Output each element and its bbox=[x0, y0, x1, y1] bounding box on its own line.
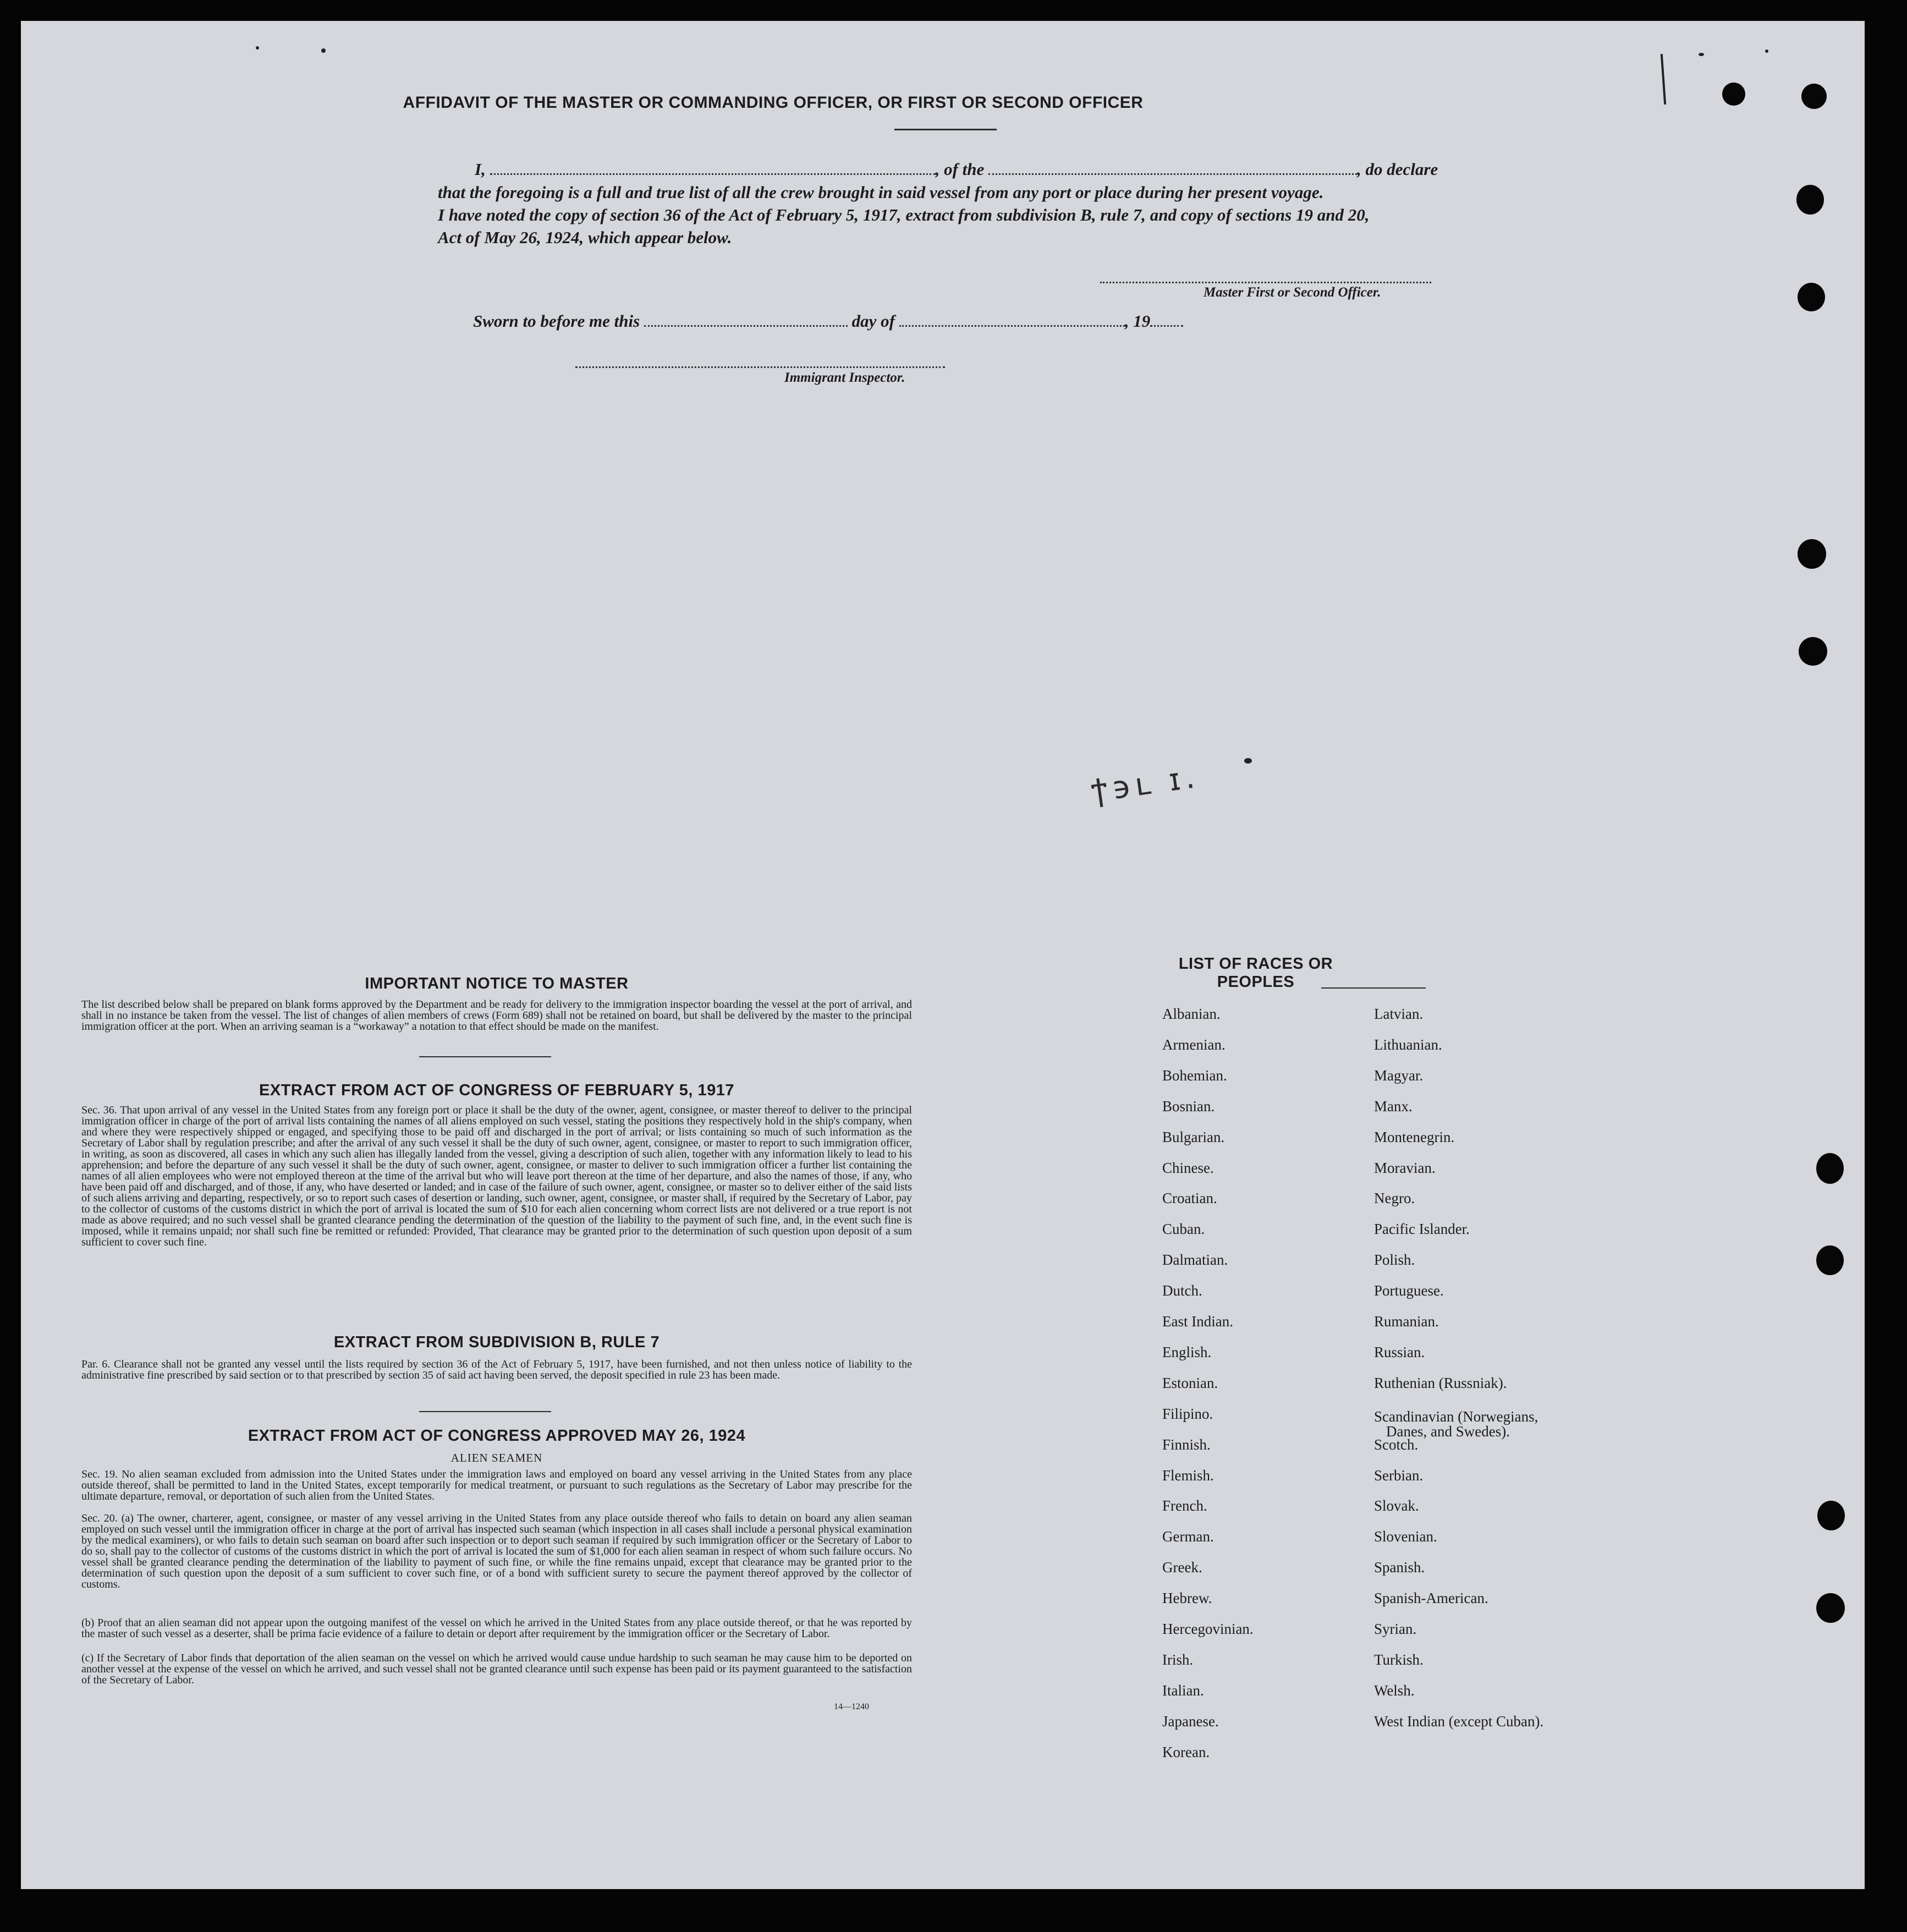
race-item-right: Turkish. bbox=[1374, 1651, 1424, 1668]
race-item-right: Latvian. bbox=[1374, 1006, 1424, 1022]
affidavit-title: AFFIDAVIT OF THE MASTER OR COMMANDING OFFICER, OR FIRST OR SECOND OFFICER bbox=[403, 94, 1144, 112]
scan-speck bbox=[1244, 758, 1252, 764]
rule7-divider bbox=[419, 1411, 551, 1412]
race-item-left: Cuban. bbox=[1162, 1221, 1205, 1238]
race-item-left: Bulgarian. bbox=[1162, 1128, 1225, 1145]
affidavit-line-3: I have noted the copy of section 36 of the Act of February 5, 1917, extract from subdivision B, rule 7, and copy of sections 19 and 20, bbox=[438, 205, 1370, 224]
punch-hole bbox=[1816, 1593, 1845, 1623]
sec20b-body: (b) Proof that an alien seaman did not appear upon the outgoing manifest of the vessel on which he arrived in the United States from any place outside thereof, or that he was reported by the master of such vessel as a deserter, shall be prima facie evidence of a failure to detain or deport after requirement by the immigration officer or the Secretary of Labor. bbox=[81, 1617, 912, 1640]
alien-seamen-subtitle: ALIEN SEAMEN bbox=[450, 1451, 543, 1464]
race-item-right: Spanish. bbox=[1374, 1559, 1425, 1576]
affidavit-line-4: Act of May 26, 1924, which appear below. bbox=[438, 228, 732, 247]
race-item-right: Magyar. bbox=[1374, 1067, 1424, 1084]
race-item-right: Rumanian. bbox=[1374, 1313, 1439, 1330]
race-item-left: German. bbox=[1162, 1528, 1214, 1545]
race-item-right: Welsh. bbox=[1374, 1682, 1415, 1699]
race-item-left: Estonian. bbox=[1162, 1374, 1218, 1391]
race-item-right: Danes, and Swedes). bbox=[1386, 1423, 1510, 1440]
race-item-right: Serbian. bbox=[1374, 1467, 1424, 1484]
sworn-year-blank[interactable] bbox=[1150, 325, 1183, 327]
title-divider bbox=[894, 129, 997, 130]
race-item-left: Hebrew. bbox=[1162, 1590, 1212, 1607]
punch-hole bbox=[1722, 83, 1745, 106]
race-item-left: Armenian. bbox=[1162, 1036, 1225, 1053]
inspector-signature-label: Immigrant Inspector. bbox=[784, 370, 905, 385]
race-item-left: Hercegovinian. bbox=[1162, 1621, 1254, 1637]
races-divider bbox=[1321, 987, 1426, 989]
race-item-left: Chinese. bbox=[1162, 1159, 1214, 1176]
race-item-right: Manx. bbox=[1374, 1097, 1413, 1115]
document-page bbox=[21, 21, 1865, 1889]
race-item-left: Japanese. bbox=[1162, 1713, 1219, 1730]
affidavit-of-the: , of the bbox=[935, 160, 985, 179]
notice-title: IMPORTANT NOTICE TO MASTER bbox=[365, 975, 629, 992]
race-item-right: Scotch. bbox=[1374, 1436, 1419, 1453]
affidavit-do-declare: , do declare bbox=[1357, 160, 1438, 179]
day-of-text: day of bbox=[851, 311, 895, 331]
race-item-right: Syrian. bbox=[1374, 1621, 1417, 1637]
notice-body: The list described below shall be prepared on blank forms approved by the Department and be ready for delivery to the immigration inspector boarding the vessel at the port of arrival, and shall in no instance be taken from the vessel. The list of changes of alien members of crews (Form 689) shall not be retained on board, but shall be delivered by the master to the principal immigration officer at the port. When an arriving seaman is a “workaway” a notation to that effect should be made on the manifest. bbox=[81, 998, 912, 1033]
affidavit-line-2: that the foregoing is a full and true list of all the crew brought in said vessel from any port or place during her present voyage. bbox=[438, 183, 1324, 202]
race-item-right: Ruthenian (Russniak). bbox=[1374, 1374, 1507, 1391]
race-item-left: Bohemian. bbox=[1162, 1067, 1227, 1084]
sec20c-body: (c) If the Secretary of Labor finds that deportation of the alien seaman on the vessel on which he arrived would cause undue hardship to such seaman he may cause him to be deported on another vessel at the expense of the vessel on which he arrived, and such vessel shall not be granted clearance until such expense has been paid or its payment guaranteed to the satisfaction of the Secretary of Labor. bbox=[81, 1652, 912, 1686]
punch-hole bbox=[1798, 539, 1826, 569]
race-item-left: Bosnian. bbox=[1162, 1097, 1215, 1115]
race-item-left: French. bbox=[1162, 1497, 1207, 1514]
race-item-right: Polish. bbox=[1374, 1252, 1415, 1269]
scan-mark bbox=[1661, 54, 1666, 105]
master-signature-line[interactable] bbox=[1100, 282, 1431, 283]
race-item-left: Finnish. bbox=[1162, 1436, 1211, 1453]
race-item-left: Greek. bbox=[1162, 1559, 1202, 1576]
race-item-right: Negro. bbox=[1374, 1190, 1415, 1207]
race-item-right: Slovak. bbox=[1374, 1497, 1419, 1514]
punch-hole bbox=[1817, 1501, 1845, 1530]
scan-speck bbox=[1765, 50, 1768, 53]
race-item-left: Flemish. bbox=[1162, 1467, 1214, 1484]
form-number: 14—1240 bbox=[834, 1702, 869, 1711]
race-item-right: Portuguese. bbox=[1374, 1282, 1444, 1299]
race-item-left: Albanian. bbox=[1162, 1006, 1221, 1022]
race-item-left: Irish. bbox=[1162, 1651, 1194, 1668]
rule7-body: Par. 6. Clearance shall not be granted any vessel until the lists required by section 36 of the Act of February 5, 1917, have been furnished, and not then unless notice of liability to the administrative fine prescribed by said section or to that prescribed by section 35 of said act having been served, the deposit specified in rule 23 has been made. bbox=[81, 1358, 912, 1381]
punch-hole bbox=[1816, 1245, 1844, 1275]
race-item-left: English. bbox=[1162, 1343, 1212, 1360]
race-item-right: Slovenian. bbox=[1374, 1528, 1437, 1545]
affidavit-i: I, bbox=[475, 160, 486, 179]
extract-1924-title: EXTRACT FROM ACT OF CONGRESS APPROVED MAY 26, 1924 bbox=[248, 1427, 746, 1445]
race-item-left: Dalmatian. bbox=[1162, 1252, 1228, 1269]
race-item-right: West Indian (except Cuban). bbox=[1374, 1713, 1544, 1730]
sworn-month-blank[interactable] bbox=[899, 325, 1125, 327]
punch-hole bbox=[1796, 185, 1824, 215]
race-item-left: Korean. bbox=[1162, 1743, 1210, 1760]
sec19-body: Sec. 19. No alien seaman excluded from admission into the United States under the immigration laws and employed on board any vessel arriving in the United States from any place outside thereof, shall be permitted to land in the United States, except temporarily for medical treatment, or pursuant to such regulations as the Secretary of Labor may prescribe for the ultimate departure, removal, or deportation of such alien from the United States. bbox=[81, 1468, 912, 1502]
race-item-right: Montenegrin. bbox=[1374, 1128, 1455, 1145]
sworn-day-blank[interactable] bbox=[644, 325, 848, 327]
race-item-right: Moravian. bbox=[1374, 1159, 1436, 1176]
extract-1917-body: Sec. 36. That upon arrival of any vessel in the United States from any foreign port or place it shall be the duty of the owner, agent, consignee, or master thereof to deliver to the principal immigration officer in charge of the port of arrival lists containing the names of all aliens employed on such vessel, stating the positions they respectively hold in the ship's company, when and where they were respectively shipped or engaged, and specifying those to be paid off and discharged in the port of arrival; or lists containing so much of such information as the Secretary of Labor shall by regulation prescribe; and after the arrival of any such vessel it shall be the duty of such owner, agent, consignee, or master to report to such immigration officer, in writing, as soon as discovered, all cases in which any such alien has illegally landed from the vessel, giving a description of such alien, together with any information likely to lead to his apprehension; and before the departure of any such vessel it shall be the duty of such owner, agent, consignee, or master to deliver to such immigration officer a further list containing the names of all alien employees who were not employed thereon at the time of the arrival but who will leave port thereon at the time of her departure, and also the names of those, if any, who have been paid off and discharged, and of those, if any, who have deserted or landed; and in case of the failure of such owner, agent, consignee, or master so to deliver either of the said lists of such aliens arriving and departing, respectively, or so to report such cases of desertion or landing, such owner, agent, consignee, or master shall, if required by the Secretary of Labor, pay to the collector of customs of the customs district in which the port of arrival is located the sum of $10 for each alien concerning whom correct lists are not delivered or a true report is not made as above required; and no such vessel shall be granted clearance pending the determination of the question of the liability to the payment of such fine, and, in the event such fine is imposed, while it remains unpaid; nor shall such fine be remitted or refunded: Provided, That clearance may be granted prior to the determination of such question upon deposit of a sum sufficient to cover such fine. bbox=[81, 1104, 912, 1248]
punch-hole bbox=[1798, 283, 1825, 311]
notice-divider bbox=[419, 1056, 551, 1057]
race-item-left: East Indian. bbox=[1162, 1313, 1233, 1330]
handwritten-mark: ϯ϶ʟ ɪ. bbox=[1089, 759, 1201, 810]
punch-hole bbox=[1801, 84, 1827, 109]
race-item-right: Russian. bbox=[1374, 1343, 1425, 1360]
punch-hole bbox=[1816, 1153, 1844, 1184]
race-item-left: Filipino. bbox=[1162, 1405, 1213, 1422]
sworn-text: Sworn to before me this bbox=[473, 311, 640, 331]
race-item-right: Pacific Islander. bbox=[1374, 1221, 1470, 1238]
affidavit-line-1 bbox=[475, 160, 1438, 179]
vessel-blank[interactable] bbox=[988, 173, 1357, 175]
scan-speck bbox=[321, 48, 326, 53]
year-text: , 19 bbox=[1124, 311, 1151, 331]
punch-hole bbox=[1799, 637, 1827, 666]
scan-speck bbox=[256, 46, 259, 50]
race-item-right: Lithuanian. bbox=[1374, 1036, 1442, 1053]
race-item-right: Scandinavian (Norwegians, bbox=[1374, 1408, 1538, 1425]
race-item-left: Dutch. bbox=[1162, 1282, 1202, 1299]
race-item-left: Croatian. bbox=[1162, 1190, 1217, 1207]
race-item-right: Spanish-American. bbox=[1374, 1590, 1488, 1607]
race-item-left: Italian. bbox=[1162, 1682, 1204, 1699]
master-signature-label: Master First or Second Officer. bbox=[1203, 285, 1381, 300]
races-title: LIST OF RACES OR PEOPLES bbox=[1178, 955, 1333, 991]
sworn-line bbox=[473, 311, 1183, 331]
extract-1917-title: EXTRACT FROM ACT OF CONGRESS OF FEBRUARY 5, 1917 bbox=[259, 1082, 735, 1099]
inspector-signature-line[interactable] bbox=[575, 366, 945, 368]
sec20a-body: Sec. 20. (a) The owner, charterer, agent, consignee, or master of any vessel arriving in the United States from any place outside thereof who fails to detain on board any alien seaman employed on such vessel until the immigration officer in charge at the port of arrival has inspected such seaman (which inspection in all cases shall include a personal physical examination by the medical examiners), or who fails to detain such seaman on board after such inspection or to deport such seaman if required by such immigration officer or the Secretary of Labor to do so, shall pay to the collector of customs of the customs district in which the port of arrival is located the sum of $1,000 for each alien seaman in respect of whom such failure occurs. No vessel shall be granted clearance pending the determination of the liability to payment of such fine, or while the fine remains unpaid, except that clearance may be granted prior to the determination of such question upon the deposit of a sum sufficient to cover such fine, or of a bond with sufficient surety to secure the payment thereof approved by the collector of customs. bbox=[81, 1512, 912, 1590]
name-blank[interactable] bbox=[490, 173, 936, 175]
scan-speck bbox=[1699, 53, 1704, 56]
rule7-title: EXTRACT FROM SUBDIVISION B, RULE 7 bbox=[333, 1333, 660, 1351]
